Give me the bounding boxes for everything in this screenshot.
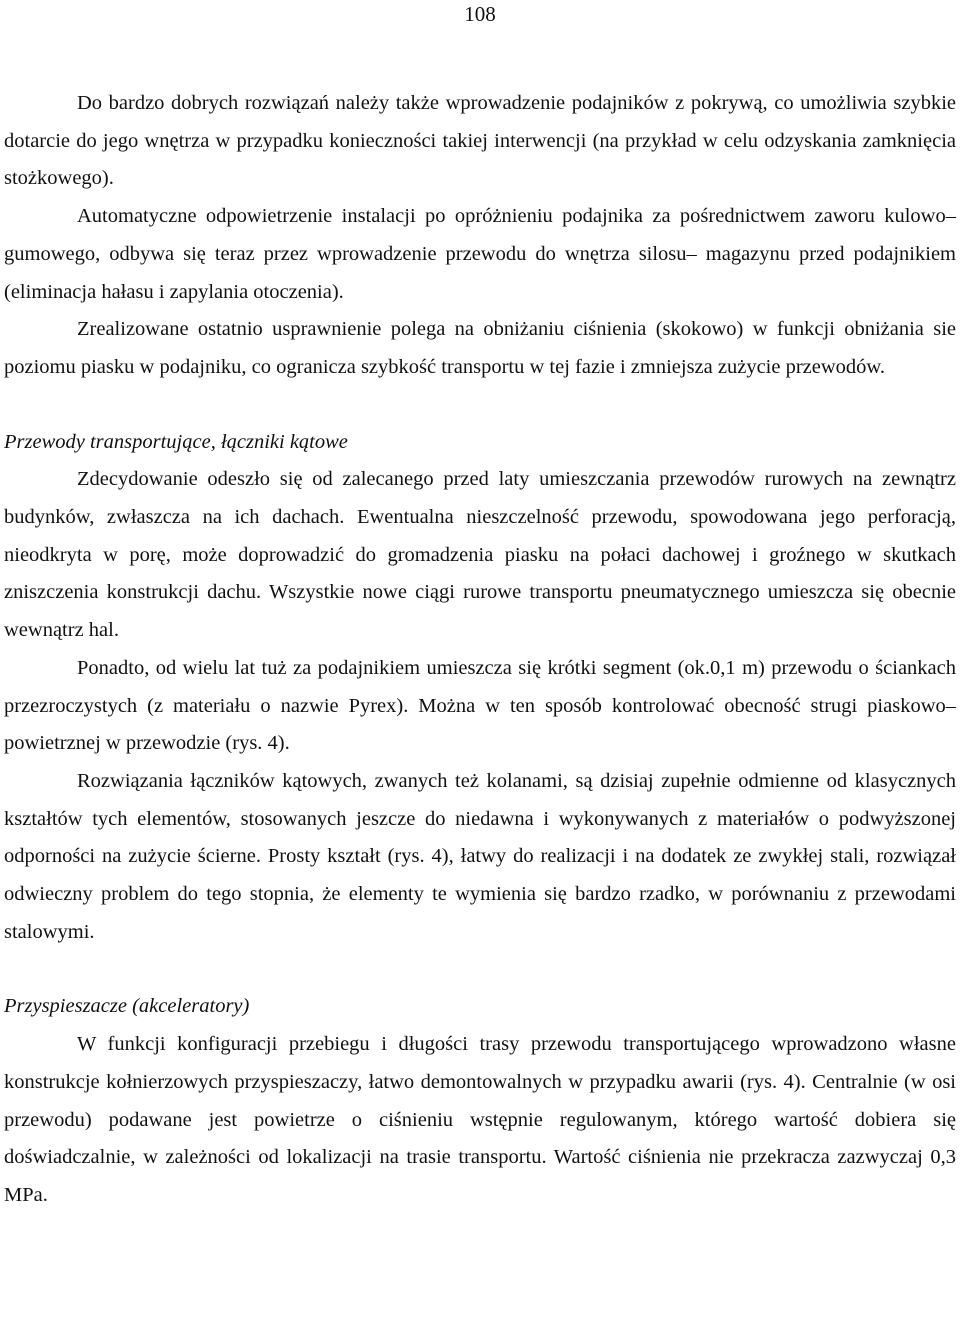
paragraph: W funkcji konfiguracji przebiegu i długości trasy przewodu transportującego wprowadzono własne konstrukcje kołnierzowych przyspieszaczy, łatwo demontowalnych w przypadku awarii (rys. 4). Centralnie (w osi przewodu) podawane jest powietrze o ciśnieniu wstępnie regulowanym, którego wartość dobiera się doświadczalnie, w zależności od lokalizacji na trasie transportu. Wartość ciśnienia nie przekracza zazwyczaj 0,3 MPa. [4,1033,956,1206]
paragraph: Zdecydowanie odeszło się od zalecanego przed laty umieszczania przewodów rurowych na zewnątrz budynków, zwłaszcza na ich dachach. Ewentualna nieszczelność przewodu, spowodowana jego perforacją, nieodkryta w porę, może doprowadzić do gromadzenia piasku na połaci dachowej i groźnego w skutkach zniszczenia konstrukcji dachu. Wszystkie nowe ciągi rurowe transportu pneumatycznego umieszcza się obecnie wewnątrz hal. [4,468,956,642]
section-heading: Przyspieszacze (akceleratory) [4,995,250,1018]
paragraph: Rozwiązania łączników kątowych, zwanych też kolanami, są dzisiaj zupełnie odmienne od klasycznych kształtów tych elementów, stosowanych jeszcze do niedawna i wykonywanych z materiałów o podwyższonej odporności na zużycie ścierne. Prosty kształt (rys. 4), łatwy do realizacji i na dodatek ze zwykłej stali, rozwiązał odwieczny problem do tego stopnia, że elementy te wymienia się bardzo rzadko, w porównaniu z przewodami stalowymi. [4,769,956,943]
paragraph: Do bardzo dobrych rozwiązań należy także wprowadzenie podajników z pokrywą, co umożliwia szybkie dotarcie do jego wnętrza w przypadku konieczności takiej interwencji (na przykład w celu odzyskania zamknięcia stożkowego). [4,92,956,190]
document-body [4,85,956,1215]
paragraph: Automatyczne odpowietrzenie instalacji po opróżnieniu podajnika za pośrednictwem zaworu kulowo–gumowego, odbywa się teraz przez wprowadzenie przewodu do wnętrza silosu– magazynu przed podajnikiem (eliminacja hałasu i zapylania otoczenia). [4,205,956,303]
section-heading: Przewody transportujące, łączniki kątowe [4,430,348,453]
paragraph: Zrealizowane ostatnio usprawnienie polega na obniżaniu ciśnienia (skokowo) w funkcji obniżania sie poziomu piasku w podajniku, co ogranicza szybkość transportu w tej fazie i zmniejsza zużycie przewodów. [4,318,956,378]
section-spacer [4,951,956,988]
section-spacer [4,387,956,424]
page-number: 108 [464,2,496,26]
paragraph: Ponadto, od wielu lat tuż za podajnikiem umieszcza się krótki segment (ok.0,1 m) przewodu o ściankach przezroczystych (z materiału o nazwie Pyrex). Można w ten sposób kontrolować obecność strugi piaskowo–powietrznej w przewodzie (rys. 4). [4,656,956,755]
